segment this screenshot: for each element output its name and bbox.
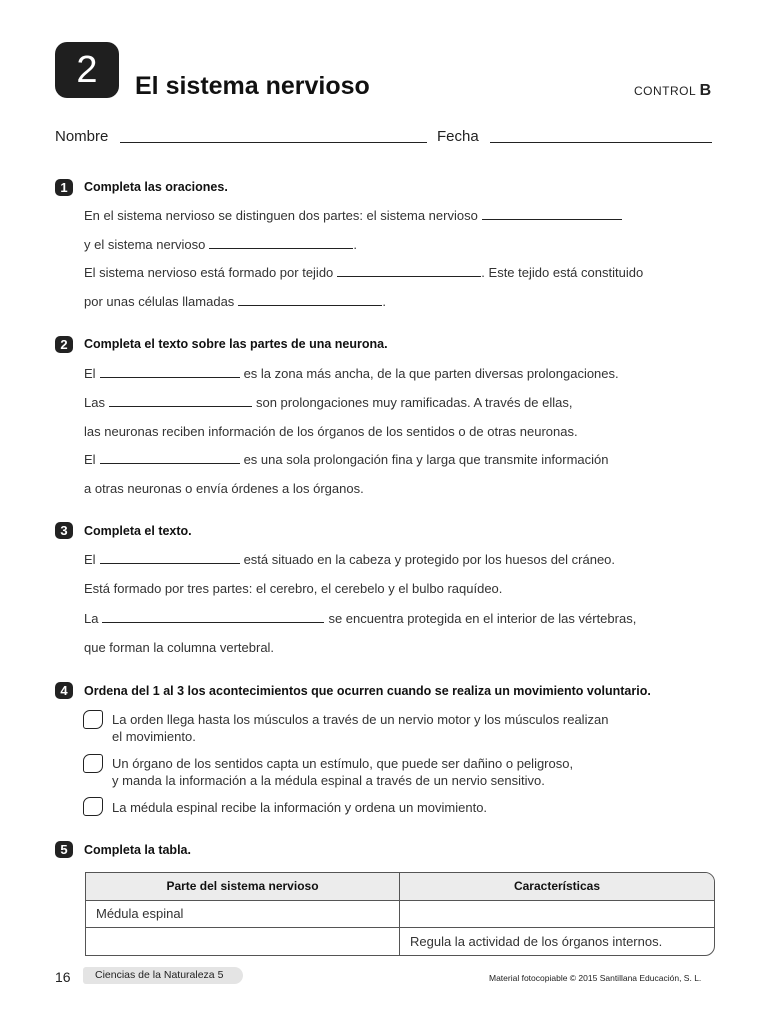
exercise-2-line: las neuronas reciben información de los órganos de los sentidos o de otras neuronas. — [84, 424, 578, 439]
exercise-1-line: En el sistema nervioso se distinguen dos partes: el sistema nervioso — [84, 208, 626, 223]
date-field[interactable] — [490, 129, 712, 143]
answer-blank[interactable] — [100, 552, 240, 564]
page-number: 16 — [55, 969, 71, 985]
exercise-3-line: Está formado por tres partes: el cerebro, el cerebelo y el bulbo raquídeo. — [84, 581, 503, 596]
exercise-1-line: y el sistema nervioso . — [84, 237, 358, 252]
nervous-system-table — [85, 872, 715, 956]
control-letter: B — [699, 82, 712, 99]
table-header-characteristics: Características — [513, 879, 601, 893]
exercise-5-title: Completa la tabla. — [84, 843, 191, 857]
exercise-3-title: Completa el texto. — [84, 524, 192, 538]
table-cell[interactable] — [410, 906, 700, 924]
table-header-part: Parte del sistema nervioso — [166, 879, 319, 893]
page-title: El sistema nervioso — [135, 72, 370, 100]
date-label: Fecha — [437, 128, 479, 145]
copyright-note: Material fotocopiable © 2015 Santillana Educación, S. L. — [489, 973, 702, 983]
order-box-2[interactable] — [83, 754, 103, 773]
answer-blank[interactable] — [238, 294, 382, 306]
exercise-1-number: 1 — [55, 179, 73, 196]
answer-blank[interactable] — [102, 611, 324, 623]
exercise-3-line: La se encuentra protegida en el interior de las vértebras, — [84, 611, 637, 626]
order-box-1[interactable] — [83, 710, 103, 729]
answer-blank[interactable] — [209, 237, 353, 249]
table-cell: Médula espinal — [96, 906, 184, 921]
exercise-5-number: 5 — [55, 841, 73, 858]
exercise-2-line: El es una sola prolongación fina y larga que transmite información — [84, 452, 609, 467]
exercise-4-number: 4 — [55, 682, 73, 699]
answer-blank[interactable] — [109, 395, 252, 407]
event-item-2: Un órgano de los sentidos capta un estímulo, que puede ser dañino o peligroso, y manda la información a la médula espinal a través de un nervio sensitivo. — [112, 756, 574, 788]
name-field[interactable] — [120, 129, 427, 143]
subject-tab: Ciencias de la Naturaleza 5 — [83, 967, 243, 984]
name-label: Nombre — [55, 128, 109, 145]
exercise-4-title: Ordena del 1 al 3 los acontecimientos que ocurren cuando se realiza un movimiento voluntario. — [84, 684, 651, 698]
exercise-2-line: Las son prolongaciones muy ramificadas. A través de ellas, — [84, 395, 573, 410]
exercise-3-line: El está situado en la cabeza y protegido por los huesos del cráneo. — [84, 552, 616, 567]
table-cell: Regula la actividad de los órganos internos. — [410, 934, 663, 949]
unit-number-badge: 2 — [55, 42, 119, 98]
exercise-3-line: que forman la columna vertebral. — [84, 640, 275, 655]
exercise-1-line: por unas células llamadas . — [84, 294, 386, 309]
answer-blank[interactable] — [100, 366, 240, 378]
control-label — [634, 82, 712, 100]
control-text: CONTROL — [634, 84, 696, 98]
event-item-1: La orden llega hasta los músculos a través de un nervio motor y los músculos realizan el movimiento. — [112, 712, 609, 744]
event-item-3: La médula espinal recibe la información y ordena un movimiento. — [112, 800, 488, 815]
exercise-1-line: El sistema nervioso está formado por tejido . Este tejido está constituido — [84, 265, 644, 280]
exercise-2-line: a otras neuronas o envía órdenes a los órganos. — [84, 481, 364, 496]
answer-blank[interactable] — [482, 208, 622, 220]
exercise-2-line: El es la zona más ancha, de la que parten diversas prolongaciones. — [84, 366, 619, 381]
exercise-3-number: 3 — [55, 522, 73, 539]
answer-blank[interactable] — [337, 265, 481, 277]
exercise-2-number: 2 — [55, 336, 73, 353]
table-divider — [86, 927, 714, 928]
order-box-3[interactable] — [83, 797, 103, 816]
exercise-1-title: Completa las oraciones. — [84, 180, 228, 194]
exercise-2-title: Completa el texto sobre las partes de una neurona. — [84, 337, 388, 351]
answer-blank[interactable] — [100, 452, 240, 464]
table-cell[interactable] — [96, 933, 386, 951]
